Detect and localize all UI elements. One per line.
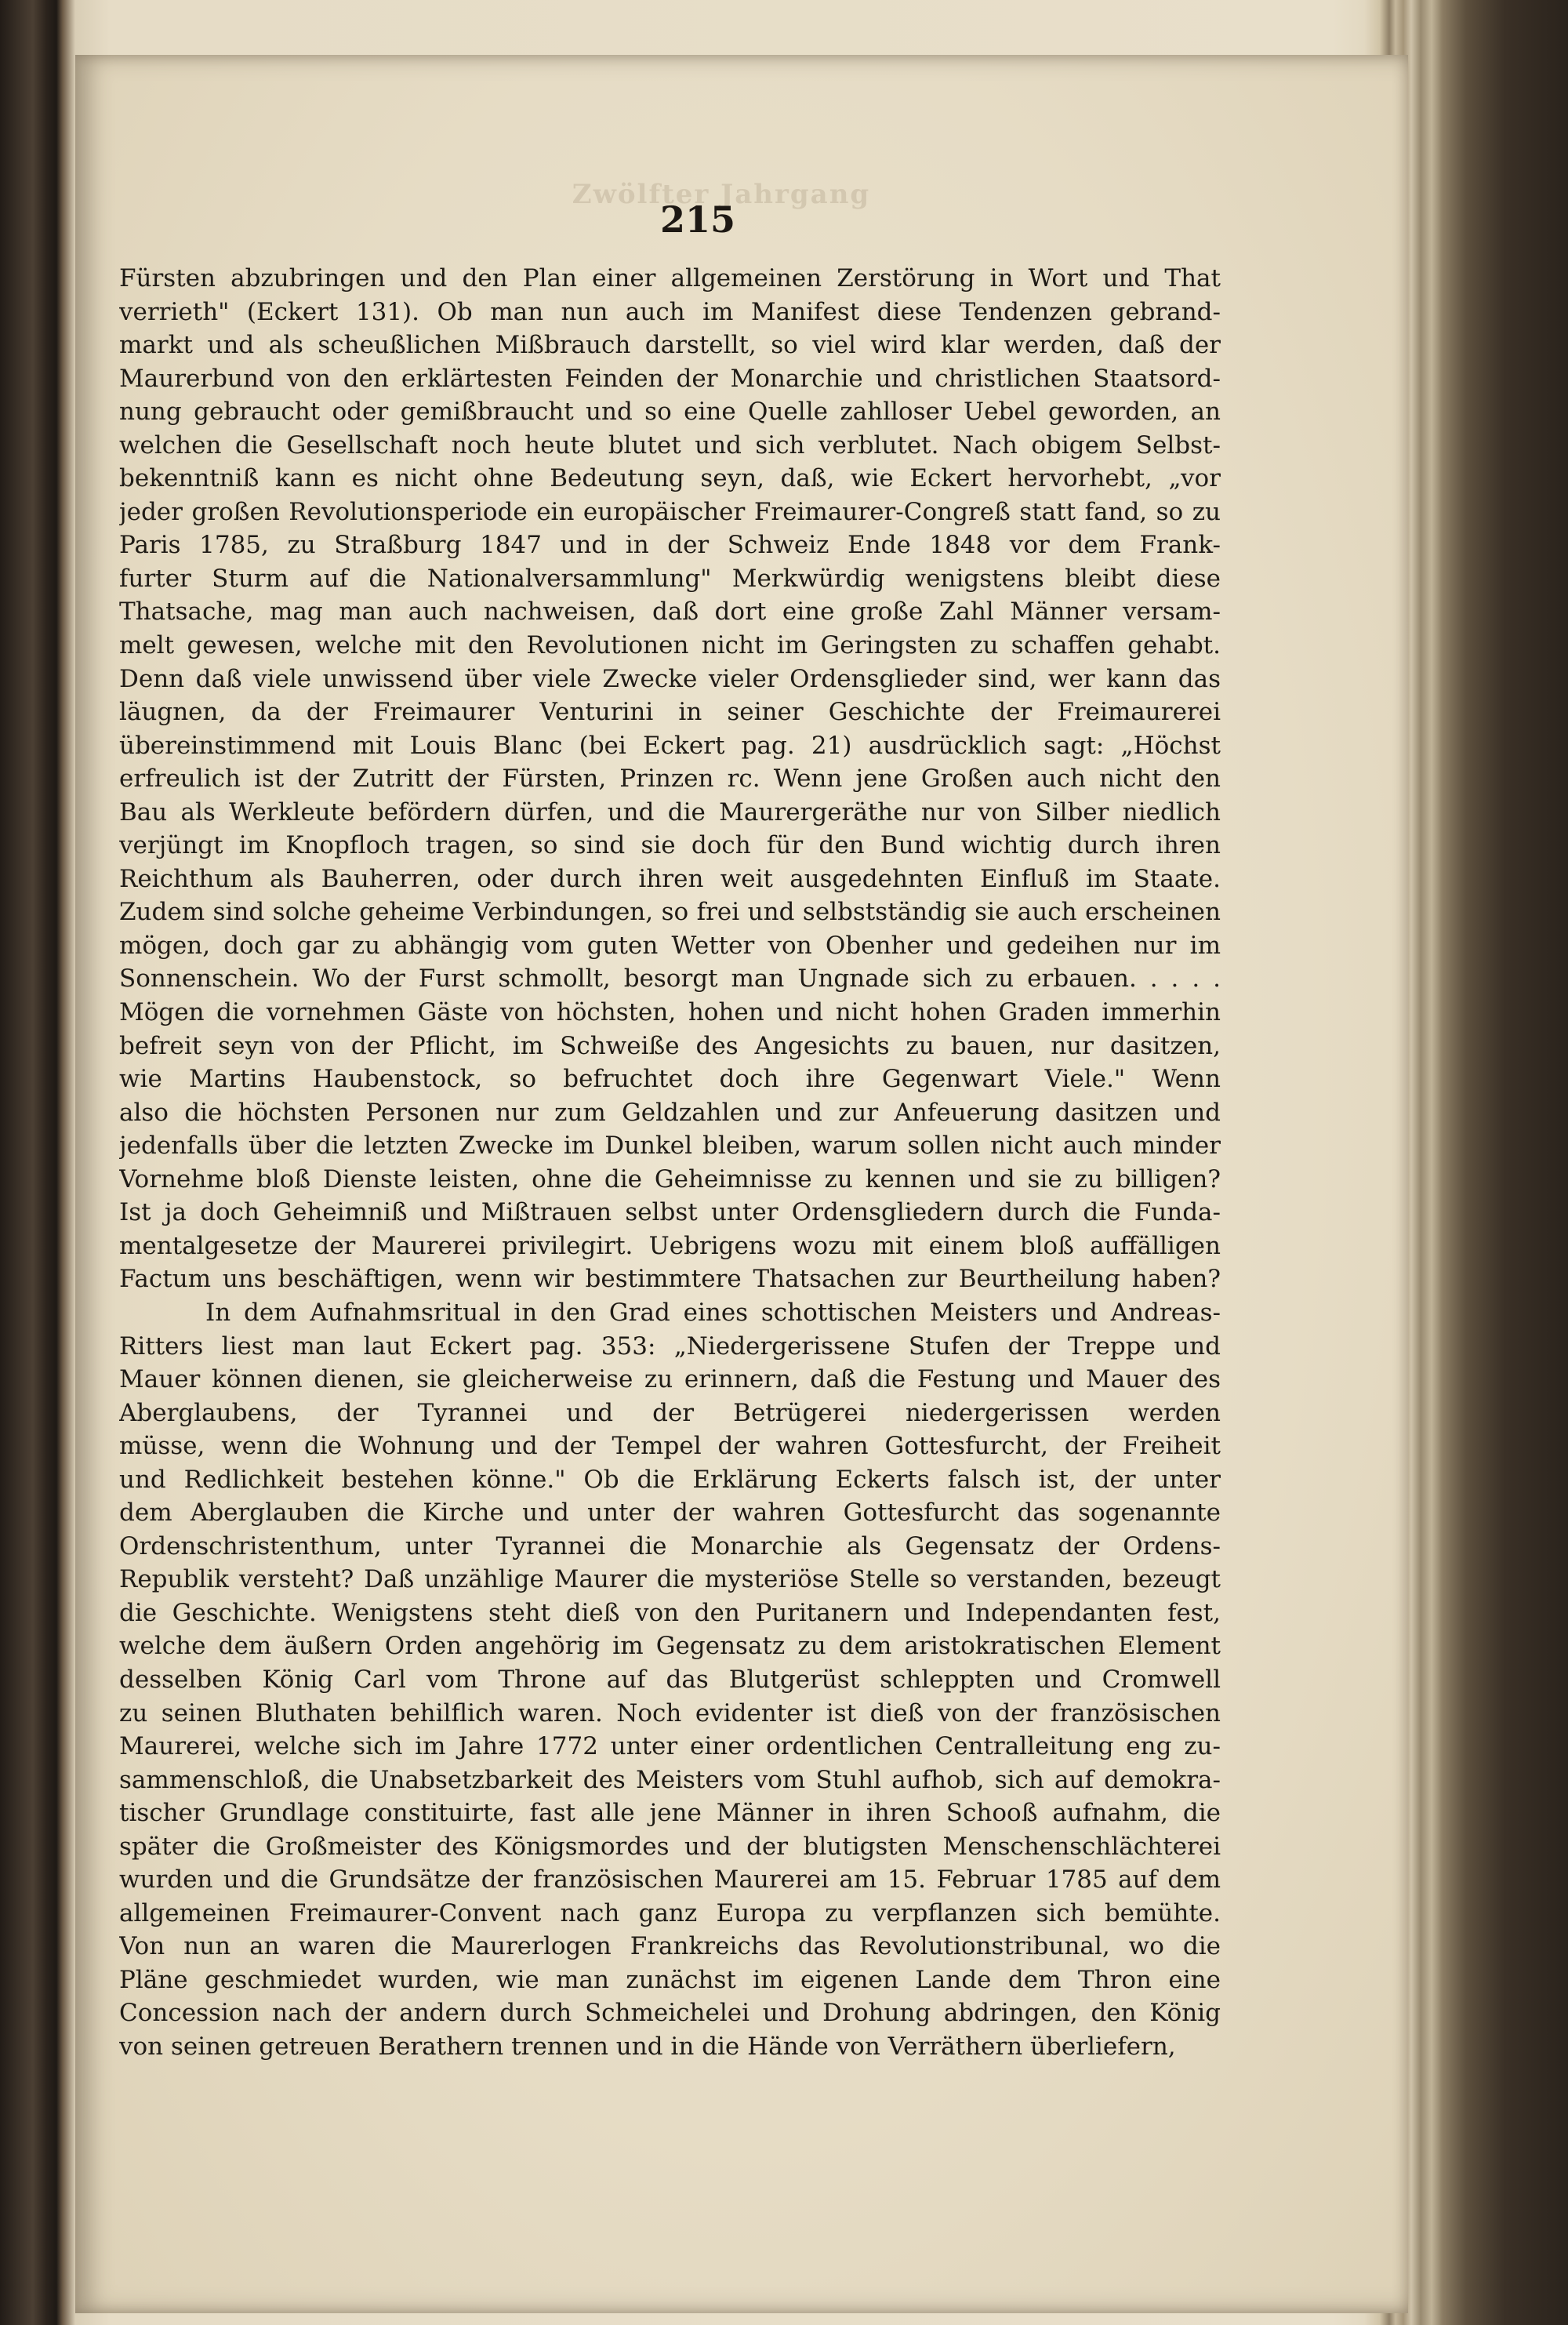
text-line: Maurerbund von den erklärtesten Feinden der Monarchie und christlichen Staatsord- — [119, 364, 1221, 393]
text-line: Bau als Werkleute befördern dürfen, und die Maurergeräthe nur von Silber niedlich — [119, 797, 1221, 826]
text-line: später die Großmeister des Königsmordes und der blutigsten Menschenschlächterei — [119, 1832, 1221, 1861]
text-line: bekenntniß kann es nicht ohne Bedeutung seyn, daß, wie Eckert hervorhebt, „vor — [119, 464, 1221, 493]
show-through-header: Zwölfter Jahrgang — [572, 179, 871, 210]
text-line: tischer Grundlage constituirte, fast alle jene Männer in ihren Schooß aufnahm, die — [119, 1799, 1221, 1828]
text-line: Fürsten abzubringen und den Plan einer allgemeinen Zerstörung in Wort und That — [119, 264, 1221, 292]
text-line: Sonnenschein. Wo der Furst schmollt, besorgt man Ungnade sich zu erbauen. . . . . — [119, 965, 1221, 994]
text-line: Paris 1785, zu Straßburg 1847 und in der Schweiz Ende 1848 vor dem Frank- — [119, 531, 1221, 560]
text-line: desselben König Carl vom Throne auf das Blutgerüst schleppten und Cromwell — [119, 1665, 1221, 1694]
facing-page-edge — [0, 0, 47, 2325]
text-line: wie Martins Haubenstock, so befruchtet doch ihre Gegenwart Viele." Wenn — [119, 1065, 1221, 1094]
text-line: Mauer können dienen, sie gleicherweise zu erinnern, daß die Festung und Mauer des — [119, 1365, 1221, 1394]
text-line: also die höchsten Personen nur zum Geldzahlen und zur Anfeuerung dasitzen und — [119, 1098, 1221, 1127]
text-line: nung gebraucht oder gemißbraucht und so eine Quelle zahlloser Uebel geworden, an — [119, 398, 1221, 427]
text-line: erfreulich ist der Zutritt der Fürsten, Prinzen rc. Wenn jene Großen auch nicht den — [119, 765, 1221, 794]
text-line: welchen die Gesellschaft noch heute blutet und sich verblutet. Nach obigem Selbst- — [119, 430, 1221, 460]
text-line: Zudem sind solche geheime Verbindungen, so frei und selbstständig sie auch erscheinen — [119, 898, 1221, 927]
text-line: jedenfalls über die letzten Zwecke im Dunkel bleiben, warum sollen nicht auch minder — [119, 1132, 1221, 1161]
text-line: sammenschloß, die Unabsetzbarkeit des Meisters vom Stuhl aufhob, sich auf demokra- — [119, 1765, 1221, 1794]
text-line: läugnen, da der Freimaurer Venturini in seiner Geschichte der Freimaurerei — [119, 698, 1221, 727]
text-line: Ist ja doch Geheimniß und Mißtrauen selbst unter Ordensgliedern durch die Funda- — [119, 1198, 1221, 1227]
text-line: In dem Aufnahmsritual in den Grad eines schottischen Meisters und Andreas- — [205, 1298, 1221, 1327]
text-line: Von nun an waren die Maurerlogen Frankreichs das Revolutionstribunal, wo die — [119, 1932, 1221, 1961]
text-line: wurden und die Grundsätze der französischen Maurerei am 15. Februar 1785 auf dem — [119, 1865, 1221, 1895]
text-line: übereinstimmend mit Louis Blanc (bei Eckert pag. 21) ausdrücklich sagt: „Höchst — [119, 731, 1221, 760]
text-line: Vornehme bloß Dienste leisten, ohne die Geheimnisse zu kennen und sie zu billigen? — [119, 1164, 1221, 1193]
text-line: Mögen die vornehmen Gäste von höchsten, hohen und nicht hohen Graden immerhin — [119, 998, 1221, 1027]
page-number: 215 — [659, 198, 736, 241]
text-line: Pläne geschmiedet wurden, wie man zunächst im eigenen Lande dem Thron eine — [119, 1965, 1221, 1994]
text-line: melt gewesen, welche mit den Revolutionen nicht im Geringsten zu schaffen gehabt. — [119, 631, 1221, 660]
text-line: verjüngt im Knopfloch tragen, so sind sie doch für den Bund wichtig durch ihren — [119, 831, 1221, 860]
text-line: Thatsache, mag man auch nachweisen, daß dort eine große Zahl Männer versam- — [119, 598, 1221, 627]
text-line: markt und als scheußlichen Mißbrauch darstellt, so viel wird klar werden, daß der — [119, 331, 1221, 360]
text-line: Reichthum als Bauherren, oder durch ihren weit ausgedehnten Einfluß im Staate. — [119, 864, 1221, 893]
text-line: furter Sturm auf die Nationalversammlung" Merkwürdig wenigstens bleibt diese — [119, 564, 1221, 593]
text-line: von seinen getreuen Berathern trennen und in die Hände von Verräthern überliefern, — [119, 2032, 1176, 2061]
text-line: welche dem äußern Orden angehörig im Gegensatz zu dem aristokratischen Element — [119, 1632, 1221, 1661]
text-line: Ordenschristenthum, unter Tyrannei die Monarchie als Gegensatz der Ordens- — [119, 1531, 1221, 1560]
body-text — [119, 262, 1221, 2064]
text-line: die Geschichte. Wenigstens steht dieß von den Puritanern und Independanten fest, — [119, 1598, 1221, 1627]
text-line: Maurerei, welche sich im Jahre 1772 unter einer ordentlichen Centralleitung eng zu- — [119, 1732, 1221, 1761]
text-line: verrieth" (Eckert 131). Ob man nun auch im Manifest diese Tendenzen gebrand- — [119, 297, 1221, 326]
text-line: mögen, doch gar zu abhängig vom guten Wetter von Obenher und gedeihen nur im — [119, 931, 1221, 960]
text-line: Denn daß viele unwissend über viele Zwecke vieler Ordensglieder sind, wer kann das — [119, 664, 1221, 693]
text-line: jeder großen Revolutionsperiode ein europäischer Freimaurer-Congreß statt fand, so zu — [119, 497, 1221, 526]
text-line: allgemeinen Freimaurer-Convent nach ganz Europa zu verpflanzen sich bemühte. — [119, 1898, 1221, 1927]
text-line: Factum uns beschäftigen, wenn wir bestimmtere Thatsachen zur Beurtheilung haben? — [119, 1265, 1221, 1294]
text-line: Aberglaubens, der Tyrannei und der Betrügerei niedergerissen werden — [119, 1398, 1221, 1427]
text-line: müsse, wenn die Wohnung und der Tempel der wahren Gottesfurcht, der Freiheit — [119, 1432, 1221, 1461]
text-line: Concession nach der andern durch Schmeichelei und Drohung abdringen, den König — [119, 1999, 1221, 2028]
text-line: Ritters liest man laut Eckert pag. 353: „Niedergerissene Stufen der Treppe und — [119, 1331, 1221, 1360]
text-line: zu seinen Bluthaten behilflich waren. Noch evidenter ist dieß von der französischen — [119, 1698, 1221, 1727]
text-line: mentalgesetze der Maurerei privilegirt. Uebrigens wozu mit einem bloß auffälligen — [119, 1231, 1221, 1260]
text-line: und Redlichkeit bestehen könne." Ob die Erklärung Eckerts falsch ist, der unter — [119, 1465, 1221, 1494]
text-line: Republik versteht? Daß unzählige Maurer die mysteriöse Stelle so verstanden, bezeugt — [119, 1565, 1221, 1594]
text-line: dem Aberglauben die Kirche und unter der wahren Gottesfurcht das sogenannte — [119, 1499, 1221, 1528]
text-line: befreit seyn von der Pflicht, im Schweiße des Angesichts zu bauen, nur dasitzen, — [119, 1031, 1221, 1060]
